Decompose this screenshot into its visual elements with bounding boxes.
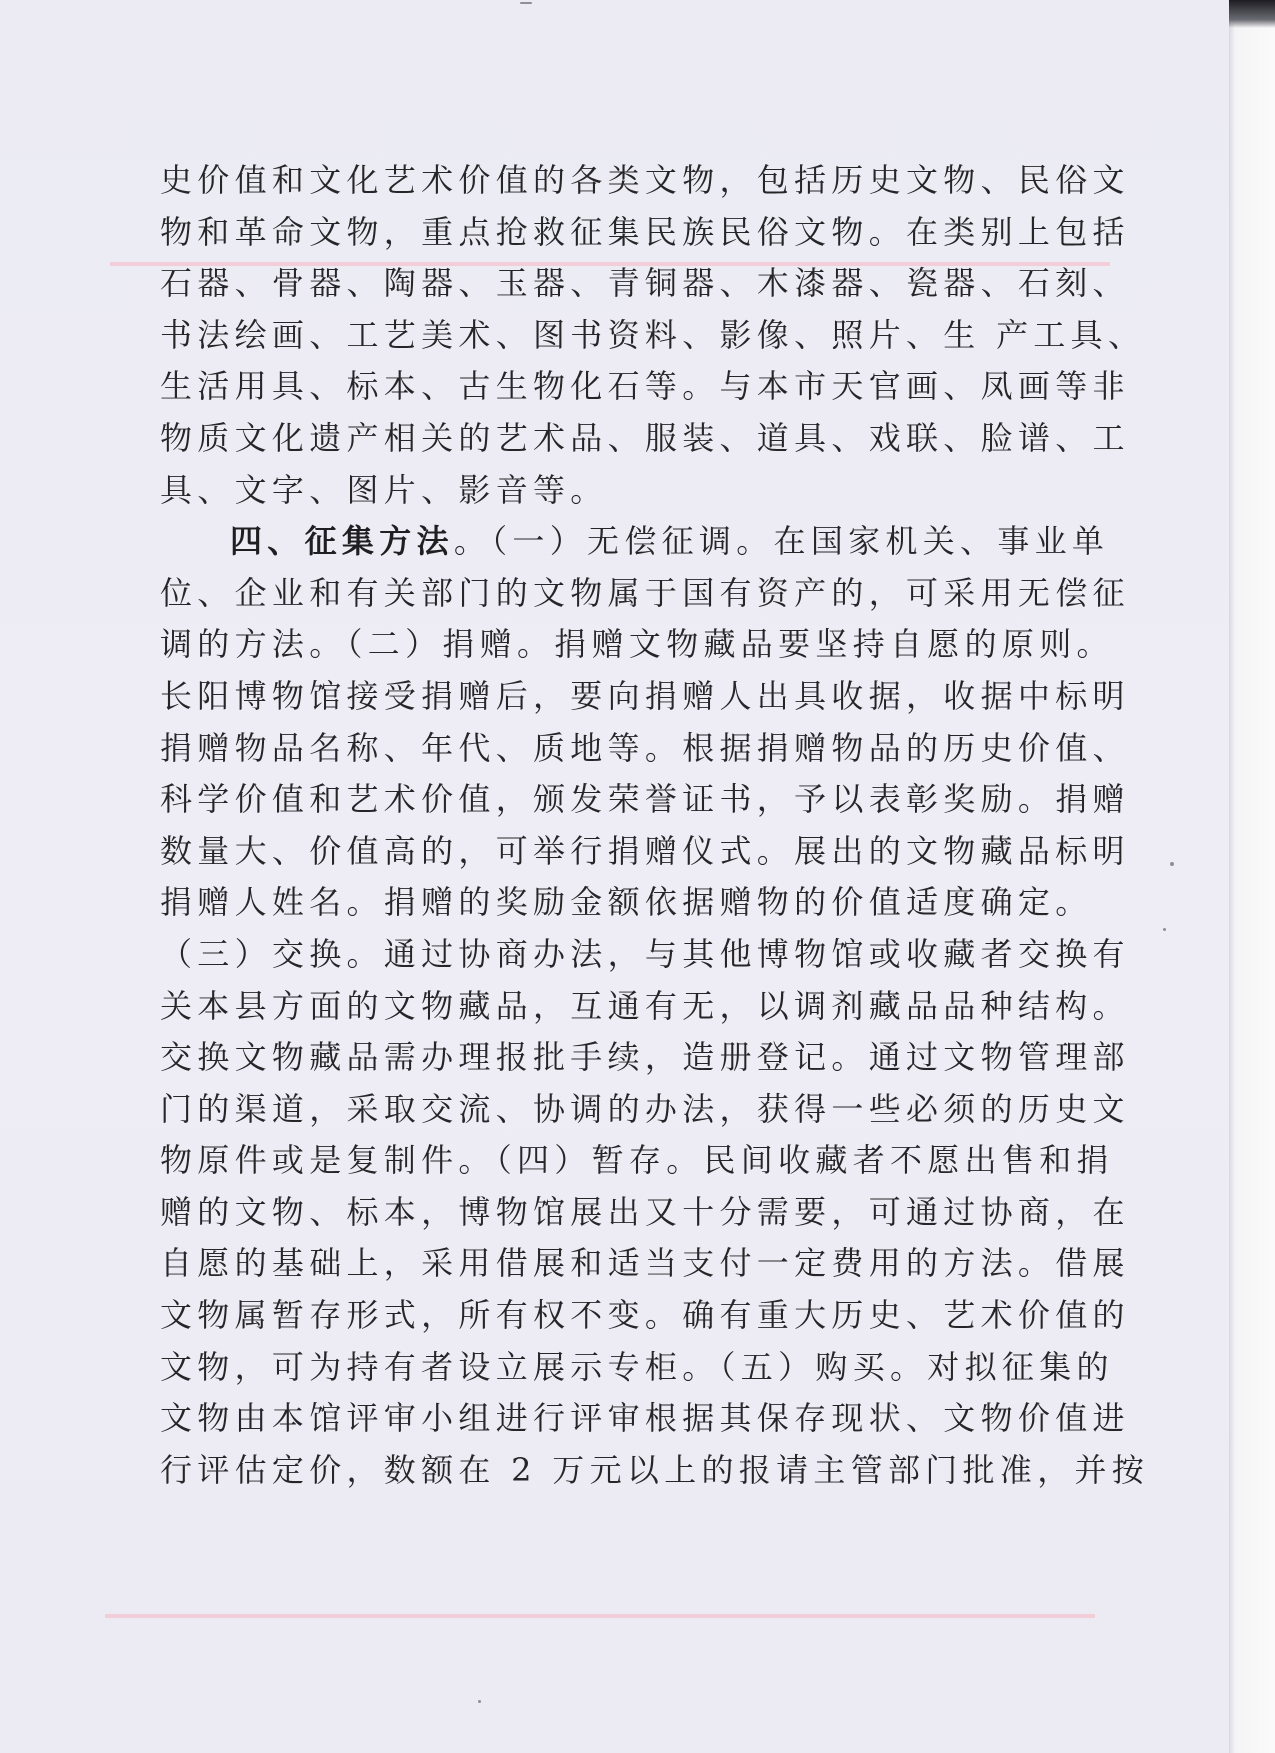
scan-speck [520,2,532,4]
text-line [160,516,1110,568]
scan-speck [478,1700,481,1703]
text-line: 文物，可为持有者设立展示专柜。（五）购买。对拟征集的 [160,1347,1114,1386]
bleed-through-red-line-bottom [105,1614,1095,1618]
text-line: 具、文字、图片、影音等。 [160,470,608,509]
text-line: 文物由本馆评审小组进行评审根据其保存现状、文物价值进 [160,1399,1130,1438]
text-line: 交换文物藏品需办理报批手续，造册登记。通过文物管理部 [160,1038,1130,1077]
paragraph-collection-methods [160,516,1150,1496]
text-line: 位、企业和有关部门的文物属于国有资产的，可采用无偿征 [160,573,1130,612]
text-line: 科学价值和艺术价值，颁发荣誉证书，予以表彰奖励。捐赠 [160,780,1130,819]
text-line: 文物属暂存形式，所有权不变。确有重大历史、艺术价值的 [160,1296,1130,1335]
document-body [160,155,1150,1496]
text-line: 行评估定价，数额在 2 万元以上的报请主管部门批准，并按 [160,1450,1150,1489]
text-line: 物和革命文物，重点抢救征集民族民俗文物。在类别上包括 [160,212,1130,251]
text-line: 关本县方面的文物藏品，互通有无，以调剂藏品品种结构。 [160,986,1130,1025]
scan-speck [1170,862,1174,866]
section-heading: 四、征集方法 [230,522,454,561]
text-line: （三）交换。通过协商办法，与其他博物馆或收藏者交换有 [160,934,1130,973]
text-line: 捐赠人姓名。捐赠的奖励金额依据赠物的价值适度确定。 [160,883,1093,922]
text-line: 物质文化遗产相关的艺术品、服装、道具、戏联、脸谱、工 [160,418,1130,457]
paragraph-collection-scope [160,155,1146,516]
text-line: 史价值和文化艺术价值的各类文物，包括历史文物、民俗文 [160,161,1130,199]
text-line: 数量大、价值高的，可举行捐赠仪式。展出的文物藏品标明 [160,831,1130,870]
text-line: 赠的文物、标本，博物馆展出又十分需要，可通过协商，在 [160,1192,1130,1231]
text-line: 书法绘画、工艺美术、图书资料、影像、照片、生 产工具、 [160,315,1146,354]
text-line: 调的方法。（二）捐赠。捐赠文物藏品要坚持自愿的原则。 [160,625,1114,664]
scan-right-edge [1229,0,1275,1753]
text-line: 石器、骨器、陶器、玉器、青铜器、木漆器、瓷器、石刻、 [160,264,1130,303]
text-line: 长阳博物馆接受捐赠后，要向捐赠人出具收据，收据中标明 [160,676,1130,715]
text-line: 物原件或是复制件。（四）暂存。民间收藏者不愿出售和捐 [160,1141,1114,1180]
text-run: 。（一）无偿征调。在国家机关、事业单 [453,522,1110,561]
scan-corner-shadow [1229,0,1275,28]
text-line: 门的渠道，采取交流、协调的办法，获得一些必须的历史文 [160,1089,1130,1128]
text-line: 自愿的基础上，采用借展和适当支付一定费用的方法。借展 [160,1244,1130,1283]
text-line: 生活用具、标本、古生物化石等。与本市天官画、凤画等非 [160,367,1130,406]
scan-speck [1163,928,1166,931]
text-line: 捐赠物品名称、年代、质地等。根据捐赠物品的历史价值、 [160,728,1130,767]
